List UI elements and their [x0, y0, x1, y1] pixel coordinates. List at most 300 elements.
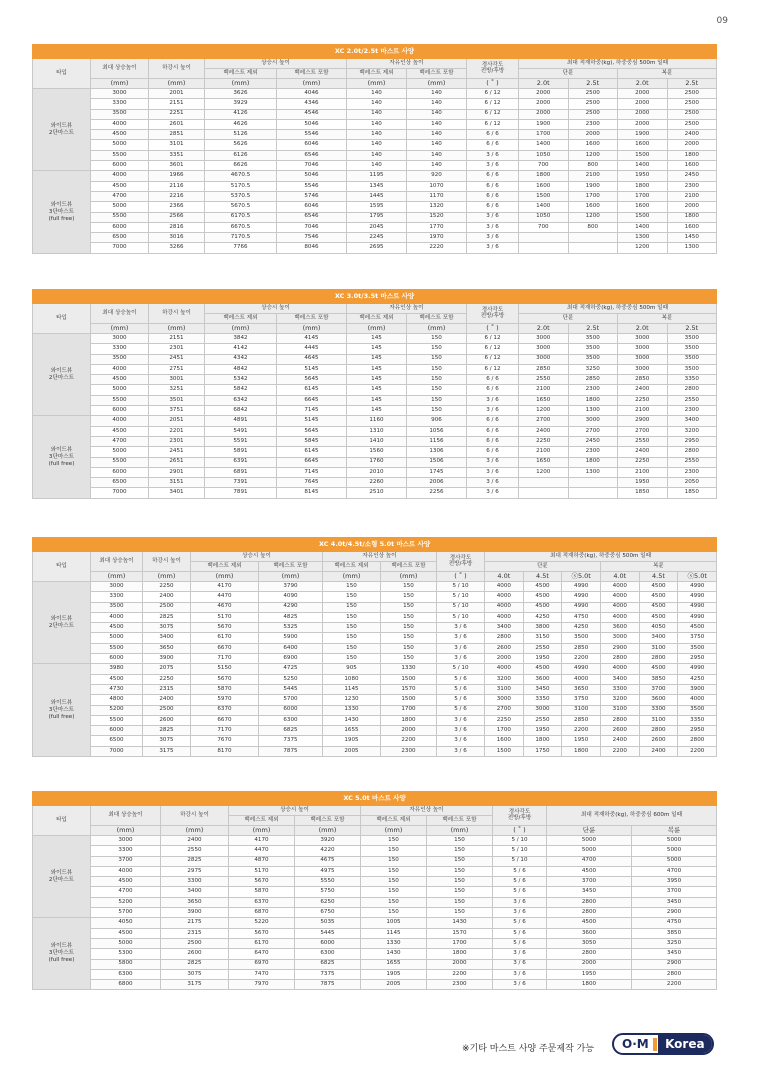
table-cell: 7891	[205, 488, 277, 498]
table-cell: 145	[347, 344, 407, 354]
table-cell: 2245	[347, 233, 407, 243]
header-unit: (mm)	[427, 826, 493, 836]
table-cell: 5170	[229, 866, 295, 876]
table-cell: 4470	[191, 592, 259, 602]
table-cell: 1950	[547, 969, 632, 979]
table-cell: 4500	[547, 918, 632, 928]
table-cell: 4500	[91, 623, 143, 633]
table-cell: 5670	[229, 877, 295, 887]
table-row	[33, 89, 717, 99]
table-cell: 1800	[568, 395, 618, 405]
table-cell: 4342	[205, 354, 277, 364]
table-cell: 3 / 6	[467, 161, 519, 171]
table-cell: 3100	[639, 643, 678, 653]
table-cell: 6 / 12	[467, 109, 519, 119]
table-cell: 150	[427, 866, 493, 876]
table-cell: 3 / 6	[467, 457, 519, 467]
header-unit: ( ˚ )	[437, 572, 485, 582]
table-cell: 150	[407, 334, 467, 344]
header-extended-height: 상승시 높이	[205, 304, 347, 314]
table-cell: 3750	[678, 633, 717, 643]
table-cell: 150	[427, 846, 493, 856]
table-cell: 3100	[639, 715, 678, 725]
table-cell: 5000	[91, 447, 149, 457]
table-cell: 4170	[191, 582, 259, 592]
header-backrest-excluded: 백레스트 제외	[191, 562, 259, 572]
table-cell: 6800	[91, 980, 161, 990]
table-cell: 1300	[667, 243, 717, 253]
table-cell: 140	[407, 150, 467, 160]
table-cell: 140	[407, 119, 467, 129]
table-cell: 6 / 6	[467, 426, 519, 436]
header-capacity-class: 4.0t	[485, 572, 524, 582]
table-cell: 3700	[632, 887, 717, 897]
table-cell: 2800	[639, 726, 678, 736]
header-backrest-included: 백레스트 포함	[277, 69, 347, 79]
table-row	[33, 715, 717, 725]
table-cell: 2700	[618, 426, 668, 436]
table-cell: 1700	[427, 938, 493, 948]
table-cell: 5035	[295, 918, 361, 928]
header-capacity-class: 2.5t	[667, 79, 717, 89]
table-cell: 5546	[277, 181, 347, 191]
table-cell: 2005	[323, 746, 381, 756]
table-cell: 1230	[323, 695, 381, 705]
table-cell: 3000	[519, 354, 569, 364]
table-cell: 2900	[632, 908, 717, 918]
table-cell: 7000	[91, 488, 149, 498]
table-cell: 2500	[667, 89, 717, 99]
table-cell: 3175	[161, 980, 229, 990]
table-cell: 150	[323, 612, 381, 622]
table-cell: 3500	[562, 633, 601, 643]
table-cell: 3075	[161, 969, 229, 979]
table-cell: 2175	[161, 918, 229, 928]
table-cell: 5870	[229, 887, 295, 897]
table-cell: 6000	[259, 705, 323, 715]
table-cell: 4500	[91, 181, 149, 191]
table-cell: 2700	[568, 426, 618, 436]
table-cell: 800	[568, 161, 618, 171]
table-cell: 6891	[205, 467, 277, 477]
table-cell: 150	[323, 654, 381, 664]
table-cell: 6626	[205, 161, 277, 171]
table-cell: 5500	[91, 643, 143, 653]
table-cell: 3000	[91, 836, 161, 846]
table-cell: 2500	[568, 99, 618, 109]
table-cell: 2300	[667, 406, 717, 416]
header-backrest-excluded: 백레스트 제외	[229, 816, 295, 826]
header-unit: ( ˚ )	[467, 324, 519, 334]
table-cell: 4445	[277, 344, 347, 354]
header-unit: (mm)	[347, 79, 407, 89]
table-row	[33, 969, 717, 979]
table-cell: 1300	[618, 233, 668, 243]
table-cell: 6825	[259, 726, 323, 736]
table-cell: 2825	[143, 726, 191, 736]
table-cell: 2400	[667, 130, 717, 140]
table-cell: 2500	[667, 109, 717, 119]
table-cell: 1600	[568, 202, 618, 212]
table-cell: 2200	[632, 980, 717, 990]
header-type: 타입	[33, 806, 91, 836]
table-cell: 2800	[547, 908, 632, 918]
table-cell: 3450	[523, 684, 562, 694]
table-cell: 6370	[191, 705, 259, 715]
table-cell: 5370.5	[205, 191, 277, 201]
table-cell: 145	[347, 406, 407, 416]
table-row	[33, 181, 717, 191]
table-title: XC 3.0t/3.5t 마스트 사양	[33, 290, 717, 304]
table-cell: 1570	[381, 684, 437, 694]
table-cell	[519, 233, 569, 243]
header-max-lift: 최대 상승높이	[91, 552, 143, 572]
table-row	[33, 674, 717, 684]
table-cell: 6645	[277, 395, 347, 405]
table-row	[33, 467, 717, 477]
table-cell: 5 / 6	[493, 887, 547, 897]
table-cell: 4000	[485, 612, 524, 622]
table-cell: 1200	[618, 243, 668, 253]
table-cell: 3300	[91, 344, 149, 354]
table-cell: 150	[323, 633, 381, 643]
table-cell: 1430	[427, 918, 493, 928]
table-cell: 6250	[295, 897, 361, 907]
header-dual-wheel: 복륜	[618, 69, 717, 79]
table-cell: 2050	[667, 478, 717, 488]
header-unit: (mm)	[347, 324, 407, 334]
table-cell: 1600	[618, 202, 668, 212]
table-cell: 6046	[277, 140, 347, 150]
table-cell: 2451	[149, 354, 205, 364]
table-cell: 2000	[485, 654, 524, 664]
table-cell	[568, 243, 618, 253]
table-cell: 2800	[485, 633, 524, 643]
header-unit: (mm)	[361, 826, 427, 836]
table-cell: 2200	[381, 736, 437, 746]
table-cell: 1330	[381, 664, 437, 674]
table-cell: 3351	[149, 150, 205, 160]
table-cell: 140	[347, 140, 407, 150]
table-cell: 5445	[259, 684, 323, 694]
table-cell: 4250	[562, 623, 601, 633]
header-single-wheel: 단륜	[547, 826, 632, 836]
header-tilt: 경사각도 전방/후방	[493, 806, 547, 826]
table-cell: 3980	[91, 664, 143, 674]
table-cell: 2550	[667, 395, 717, 405]
header-tilt: 경사각도 전방/후방	[467, 304, 519, 324]
table-cell: 3500	[667, 344, 717, 354]
table-cell: 2500	[568, 89, 618, 99]
table-cell: 1080	[323, 674, 381, 684]
table-cell: 1400	[519, 140, 569, 150]
table-cell: 4000	[600, 612, 639, 622]
mast-type-label: 와이드뷰 2단마스트	[33, 334, 91, 416]
table-cell: 6000	[91, 222, 149, 232]
table-cell: 150	[381, 602, 437, 612]
table-row	[33, 119, 717, 129]
table-cell: 1700	[618, 191, 668, 201]
table-cell: 2250	[618, 395, 668, 405]
table-cell: 4700	[91, 436, 149, 446]
table-cell: 4990	[562, 592, 601, 602]
table-cell: 1595	[347, 202, 407, 212]
table-cell: 2400	[618, 447, 668, 457]
header-free-lift: 자유인상 높이	[323, 552, 437, 562]
table-cell: 3400	[600, 674, 639, 684]
header-unit: (mm)	[381, 572, 437, 582]
table-cell: 3842	[205, 334, 277, 344]
table-cell: 3075	[143, 623, 191, 633]
table-cell: 4220	[295, 846, 361, 856]
table-cell: 3600	[523, 674, 562, 684]
table-cell: 2315	[161, 928, 229, 938]
table-cell: 6170	[229, 938, 295, 948]
table-row	[33, 654, 717, 664]
table-cell: 3750	[562, 695, 601, 705]
table-cell: 2550	[161, 846, 229, 856]
table-cell: 4000	[91, 119, 149, 129]
table-cell: 2200	[600, 746, 639, 756]
table-row	[33, 243, 717, 253]
table-row	[33, 426, 717, 436]
table-cell: 2000	[381, 726, 437, 736]
table-cell: 2400	[600, 736, 639, 746]
table-cell: 1800	[667, 150, 717, 160]
table-cell: 1050	[519, 150, 569, 160]
header-capacity-class: 2.5t	[568, 324, 618, 334]
table-cell: 3050	[547, 938, 632, 948]
table-cell: 145	[347, 395, 407, 405]
table-cell: 150	[407, 354, 467, 364]
table-cell: 2315	[143, 684, 191, 694]
table-cell: 1650	[519, 395, 569, 405]
table-row	[33, 334, 717, 344]
mast-type-label: 와이드뷰 3단마스트 (full free)	[33, 918, 91, 990]
table-cell: 3000	[91, 89, 149, 99]
table-cell: 6870	[229, 908, 295, 918]
table-cell: 6126	[205, 150, 277, 160]
table-cell: 3700	[639, 684, 678, 694]
table-cell: 5 / 10	[493, 856, 547, 866]
table-cell: 4000	[600, 592, 639, 602]
table-cell: 150	[407, 395, 467, 405]
table-cell: 2600	[143, 715, 191, 725]
table-cell: 1850	[618, 488, 668, 498]
mast-type-label: 와이드뷰 3단마스트 (full free)	[33, 416, 91, 498]
header-capacity-class: ⓢ5.0t	[678, 572, 717, 582]
table-cell: 6 / 6	[467, 130, 519, 140]
header-capacity: 최대 적재하중(kg), 하중중심 500m 일때	[519, 304, 717, 314]
table-cell: 2510	[347, 488, 407, 498]
table-cell: 145	[347, 354, 407, 364]
table-cell: 6 / 6	[467, 181, 519, 191]
table-cell: 1500	[381, 695, 437, 705]
table-cell: 3500	[678, 705, 717, 715]
table-cell: 145	[347, 334, 407, 344]
table-cell: 150	[361, 836, 427, 846]
table-cell: 4000	[91, 612, 143, 622]
table-cell: 2000	[618, 109, 668, 119]
table-cell: 4000	[91, 364, 149, 374]
table-cell: 3 / 6	[437, 643, 485, 653]
table-cell: 2250	[618, 457, 668, 467]
table-cell: 4670.5	[205, 171, 277, 181]
table-cell: 2900	[618, 416, 668, 426]
table-cell: 1950	[523, 654, 562, 664]
logo-om-text: O·M	[622, 1037, 649, 1051]
table-cell: 2200	[562, 654, 601, 664]
table-cell: 150	[407, 364, 467, 374]
table-cell: 1170	[407, 191, 467, 201]
table-cell: 1500	[485, 746, 524, 756]
table-cell: 1795	[347, 212, 407, 222]
header-backrest-excluded: 백레스트 제외	[205, 314, 277, 324]
table-cell: 140	[407, 89, 467, 99]
table-cell: 150	[323, 623, 381, 633]
table-cell: 1200	[519, 467, 569, 477]
table-cell: 4750	[632, 918, 717, 928]
table-cell: 3400	[143, 633, 191, 643]
table-row	[33, 938, 717, 948]
table-cell: 2251	[149, 109, 205, 119]
table-cell: 5 / 6	[437, 695, 485, 705]
table-cell: 6 / 6	[467, 447, 519, 457]
table-cell: 4000	[600, 582, 639, 592]
table-cell: 1330	[323, 705, 381, 715]
table-cell: 4700	[632, 866, 717, 876]
table-cell: 1700	[568, 191, 618, 201]
table-cell: 3350	[667, 375, 717, 385]
header-unit: (mm)	[91, 79, 149, 89]
table-row	[33, 726, 717, 736]
header-type: 타입	[33, 304, 91, 334]
header-backrest-excluded: 백레스트 제외	[347, 69, 407, 79]
table-cell: 4250	[523, 612, 562, 622]
table-cell: 3700	[547, 877, 632, 887]
table-cell: 2566	[149, 212, 205, 222]
table-cell: 1655	[361, 959, 427, 969]
table-cell: 2651	[149, 457, 205, 467]
table-cell: 2800	[547, 897, 632, 907]
table-cell: 2200	[562, 726, 601, 736]
table-cell: 5 / 6	[493, 866, 547, 876]
table-cell: 3100	[600, 705, 639, 715]
table-row	[33, 746, 717, 756]
header-extended-height: 상승시 높이	[191, 552, 323, 562]
table-cell: 150	[361, 856, 427, 866]
table-cell: 2500	[667, 119, 717, 129]
custom-order-note: ※기타 마스트 사양 주문제작 가능	[462, 1044, 595, 1054]
om-korea-logo	[612, 1033, 714, 1055]
table-cell: 6 / 12	[467, 89, 519, 99]
table-row	[33, 959, 717, 969]
table-cell: 2800	[547, 949, 632, 959]
mast-spec-table	[32, 537, 717, 757]
header-backrest-included: 백레스트 포함	[381, 562, 437, 572]
table-cell: 3200	[667, 426, 717, 436]
table-row	[33, 150, 717, 160]
header-capacity-class: 4.5t	[523, 572, 562, 582]
table-cell: 3400	[667, 416, 717, 426]
table-cell: 4500	[678, 623, 717, 633]
table-cell: 6546	[277, 150, 347, 160]
table-cell: 4000	[562, 674, 601, 684]
table-cell: 1800	[568, 457, 618, 467]
table-row	[33, 856, 717, 866]
table-cell: 3500	[667, 364, 717, 374]
table-cell: 6 / 6	[467, 375, 519, 385]
table-cell: 2550	[523, 715, 562, 725]
table-cell: 2850	[562, 643, 601, 653]
table-cell: 2000	[547, 959, 632, 969]
table-cell: 3400	[161, 887, 229, 897]
table-cell: 2700	[485, 705, 524, 715]
table-row	[33, 109, 717, 119]
table-cell: 1056	[407, 426, 467, 436]
table-cell: 5845	[277, 436, 347, 446]
header-capacity: 최대 적재하중(kg), 하중중심 500m 일때	[485, 552, 717, 562]
table-cell: 7170.5	[205, 233, 277, 243]
table-cell: 140	[347, 161, 407, 171]
table-cell: 3850	[639, 674, 678, 684]
table-cell: 2000	[618, 99, 668, 109]
table-cell: 6000	[295, 938, 361, 948]
table-cell: 4500	[91, 674, 143, 684]
table-row	[33, 928, 717, 938]
table-cell: 5500	[91, 715, 143, 725]
table-cell: 3600	[547, 928, 632, 938]
table-cell: 5900	[259, 633, 323, 643]
table-cell: 5 / 6	[437, 684, 485, 694]
table-cell: 1445	[347, 191, 407, 201]
table-cell: 4500	[547, 866, 632, 876]
table-cell: 5550	[295, 877, 361, 887]
table-cell: 6670	[191, 715, 259, 725]
table-cell: 4000	[485, 592, 524, 602]
table-cell: 1600	[667, 222, 717, 232]
table-cell: 2100	[667, 191, 717, 201]
table-cell: 1800	[547, 980, 632, 990]
table-cell: 5000	[91, 938, 161, 948]
table-cell: 5626	[205, 140, 277, 150]
table-cell: 3250	[632, 938, 717, 948]
table-cell: 3000	[618, 364, 668, 374]
table-cell: 1195	[347, 171, 407, 181]
table-cell: 3100	[485, 684, 524, 694]
table-cell: 2201	[149, 426, 205, 436]
table-cell: 1310	[347, 426, 407, 436]
table-cell: 5 / 6	[437, 705, 485, 715]
table-cell: 6 / 12	[467, 354, 519, 364]
table-cell: 140	[347, 109, 407, 119]
table-cell: 3101	[149, 140, 205, 150]
table-row	[33, 202, 717, 212]
table-cell: 4000	[91, 416, 149, 426]
table-cell: 1200	[519, 406, 569, 416]
table-cell: 7546	[277, 233, 347, 243]
table-row	[33, 447, 717, 457]
table-cell: 4700	[547, 856, 632, 866]
table-cell: 1430	[361, 949, 427, 959]
table-cell	[568, 488, 618, 498]
table-cell: 6750	[295, 908, 361, 918]
table-cell: 2256	[407, 488, 467, 498]
table-cell: 5 / 6	[493, 928, 547, 938]
table-cell: 2900	[632, 959, 717, 969]
table-cell: 4825	[259, 612, 323, 622]
table-cell: 3929	[205, 99, 277, 109]
